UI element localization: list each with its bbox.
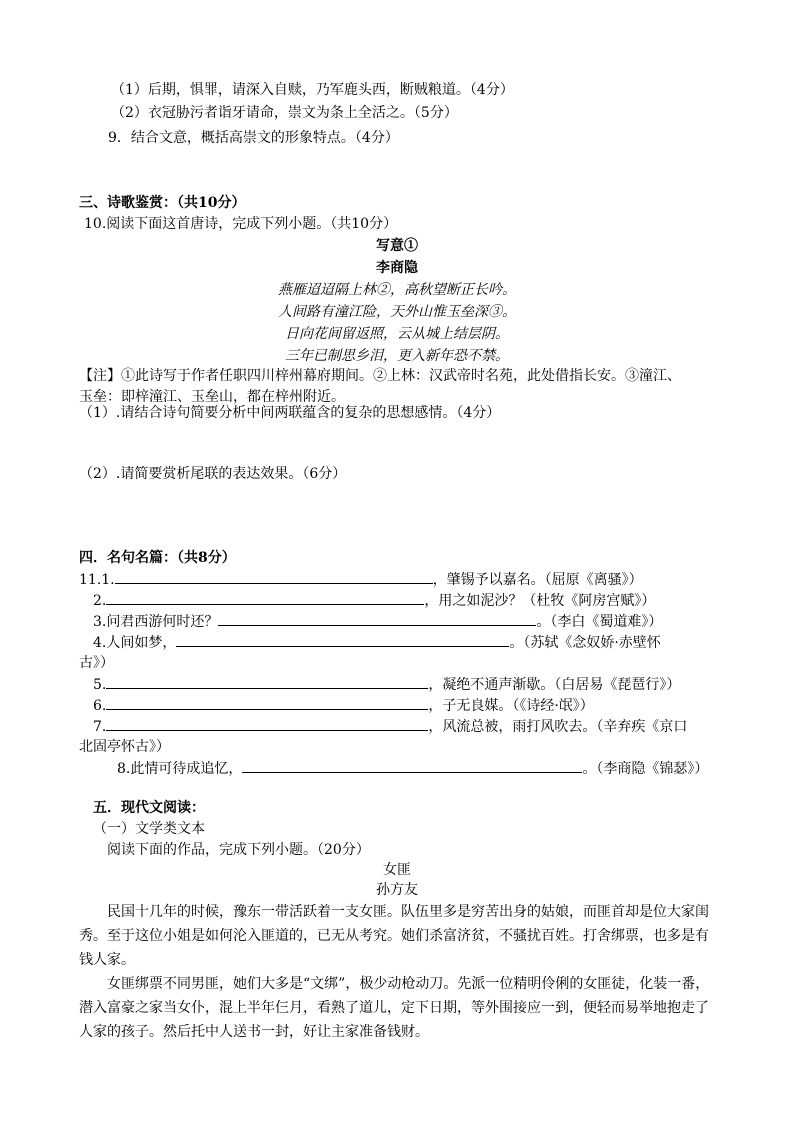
quote-item-prefix: 5. (93, 677, 107, 693)
poem-line-1: 燕雁迢迢隔上林②，高秋望断正长吟。 (278, 282, 516, 298)
poem-note-2: 玉垒：即梓潼江、玉垒山，都在梓州附近。 (79, 389, 345, 405)
section4-heading: 四．名句名篇：（共8分） (79, 550, 236, 566)
quote-item-suffix: 。（苏轼《念奴娇·赤壁怀 (509, 635, 661, 651)
poem-line-2: 人间路有潼江险，天外山惟玉垒深③。 (278, 304, 516, 320)
poem-author: 李商隐 (376, 260, 418, 276)
quote-item-suffix: ，凝绝不通声渐歇。（白居易《琵琶行》） (428, 677, 681, 693)
poem-note-1: 【注】①此诗写于作者任职四川梓州幕府期间。②上林：汉武帝时名苑，此处借指长安。③潼江、 (79, 368, 681, 384)
q10-sub-2: （2）.请简要赏析尾联的表达效果。（6分） (79, 466, 347, 482)
story-paragraph-2: 女匪绑票不同男匪，她们大多是“文绑”，极少动枪动刀。先派一位精明伶俐的女匪徒，化装一番，潜入富豪之家当女仆，混上半年仨月，看熟了道儿，定下日期，等外围接应一到，便轻而易举地抱走了人家的孩子。然后托中人送书一封，好让主家准备钱财。 (79, 976, 710, 1040)
answer-blank[interactable] (242, 758, 582, 773)
quote-item-3 (93, 611, 662, 632)
answer-blank[interactable] (115, 569, 433, 584)
quote-item-4-cont: 古》） (79, 655, 114, 671)
quote-item-prefix: 11.1. (79, 572, 115, 588)
quote-item-suffix: ，用之如泥沙？（杜牧《阿房宫赋》） (424, 593, 656, 609)
poem-line-3: 日向花间留返照，云从城上结层阴。 (285, 326, 509, 342)
q8-item-1: （1）后期，惧罪，请深入自赎，乃军鹿头西，断贼粮道。（4分） (111, 82, 514, 98)
reading-intro: 阅读下面的作品，完成下列小题。（20分） (107, 842, 370, 858)
quote-item-prefix: 3.问君西游何时还？ (93, 614, 219, 630)
quote-item-prefix: 4.人间如梦， (93, 635, 177, 651)
quote-item-2 (93, 590, 655, 611)
answer-blank[interactable] (218, 611, 536, 626)
quote-item-prefix: 6. (93, 698, 107, 714)
story-author: 孙方友 (376, 882, 418, 898)
quote-item-4 (93, 632, 661, 653)
story-paragraph-1: 民国十几年的时候，豫东一带活跃着一支女匪。队伍里多是穷苦出身的姑娘，而匪首却是位大家闺秀。至于这位小姐是如何沦入匪道的，已无从考究。她们杀富济贫，不骚扰百姓。打舍绑票，也多是有钱人家。 (79, 904, 709, 968)
quote-item-5 (93, 674, 680, 695)
section5-subheading: （一）文学类文本 (93, 821, 205, 837)
quote-item-1 (79, 569, 643, 590)
q10-intro: 10.阅读下面这首唐诗，完成下列小题。（共10分） (84, 216, 398, 232)
quote-item-prefix: 2. (93, 593, 107, 609)
quote-item-suffix: 。（李商隐《锦瑟》） (582, 761, 709, 777)
quote-item-suffix: ，肇锡予以嘉名。（屈原《离骚》） (432, 572, 643, 588)
quote-item-suffix: ，子无良媒。（《诗经·氓》） (428, 698, 594, 714)
section5-heading: 五．现代文阅读： (93, 800, 205, 816)
q8-item-2: （2）衣冠胁污者诣牙请命，崇文为条上全活之。（5分） (111, 105, 458, 121)
quote-item-7-cont: 北固亭怀古》） (79, 739, 170, 755)
poem-line-4: 三年已制思乡泪，更入新年恐不禁。 (285, 348, 509, 364)
quote-item-prefix: 7. (93, 719, 107, 735)
answer-blank[interactable] (176, 632, 509, 647)
answer-blank[interactable] (106, 695, 428, 710)
answer-blank[interactable] (106, 674, 428, 689)
quote-item-8 (117, 758, 708, 779)
quote-item-6 (93, 695, 594, 716)
section3-heading: 三、诗歌鉴赏：（共10分） (79, 195, 246, 211)
answer-blank[interactable] (106, 590, 424, 605)
q9-question: 9．结合文意，概括高崇文的形象特点。（4分） (108, 130, 399, 146)
quote-item-7 (93, 716, 687, 737)
story-title: 女匪 (383, 862, 411, 878)
q10-sub-1: （1）.请结合诗句简要分析中间两联蕴含的复杂的思想感情。（4分） (79, 405, 501, 421)
quote-item-suffix: 。（李白《蜀道难》） (536, 614, 663, 630)
quote-item-suffix: ，风流总被，雨打风吹去。（辛弃疾《京口 (428, 719, 688, 735)
poem-title: 写意① (376, 238, 418, 254)
answer-blank[interactable] (106, 716, 428, 731)
quote-item-prefix: 8.此情可待成追忆， (117, 761, 243, 777)
